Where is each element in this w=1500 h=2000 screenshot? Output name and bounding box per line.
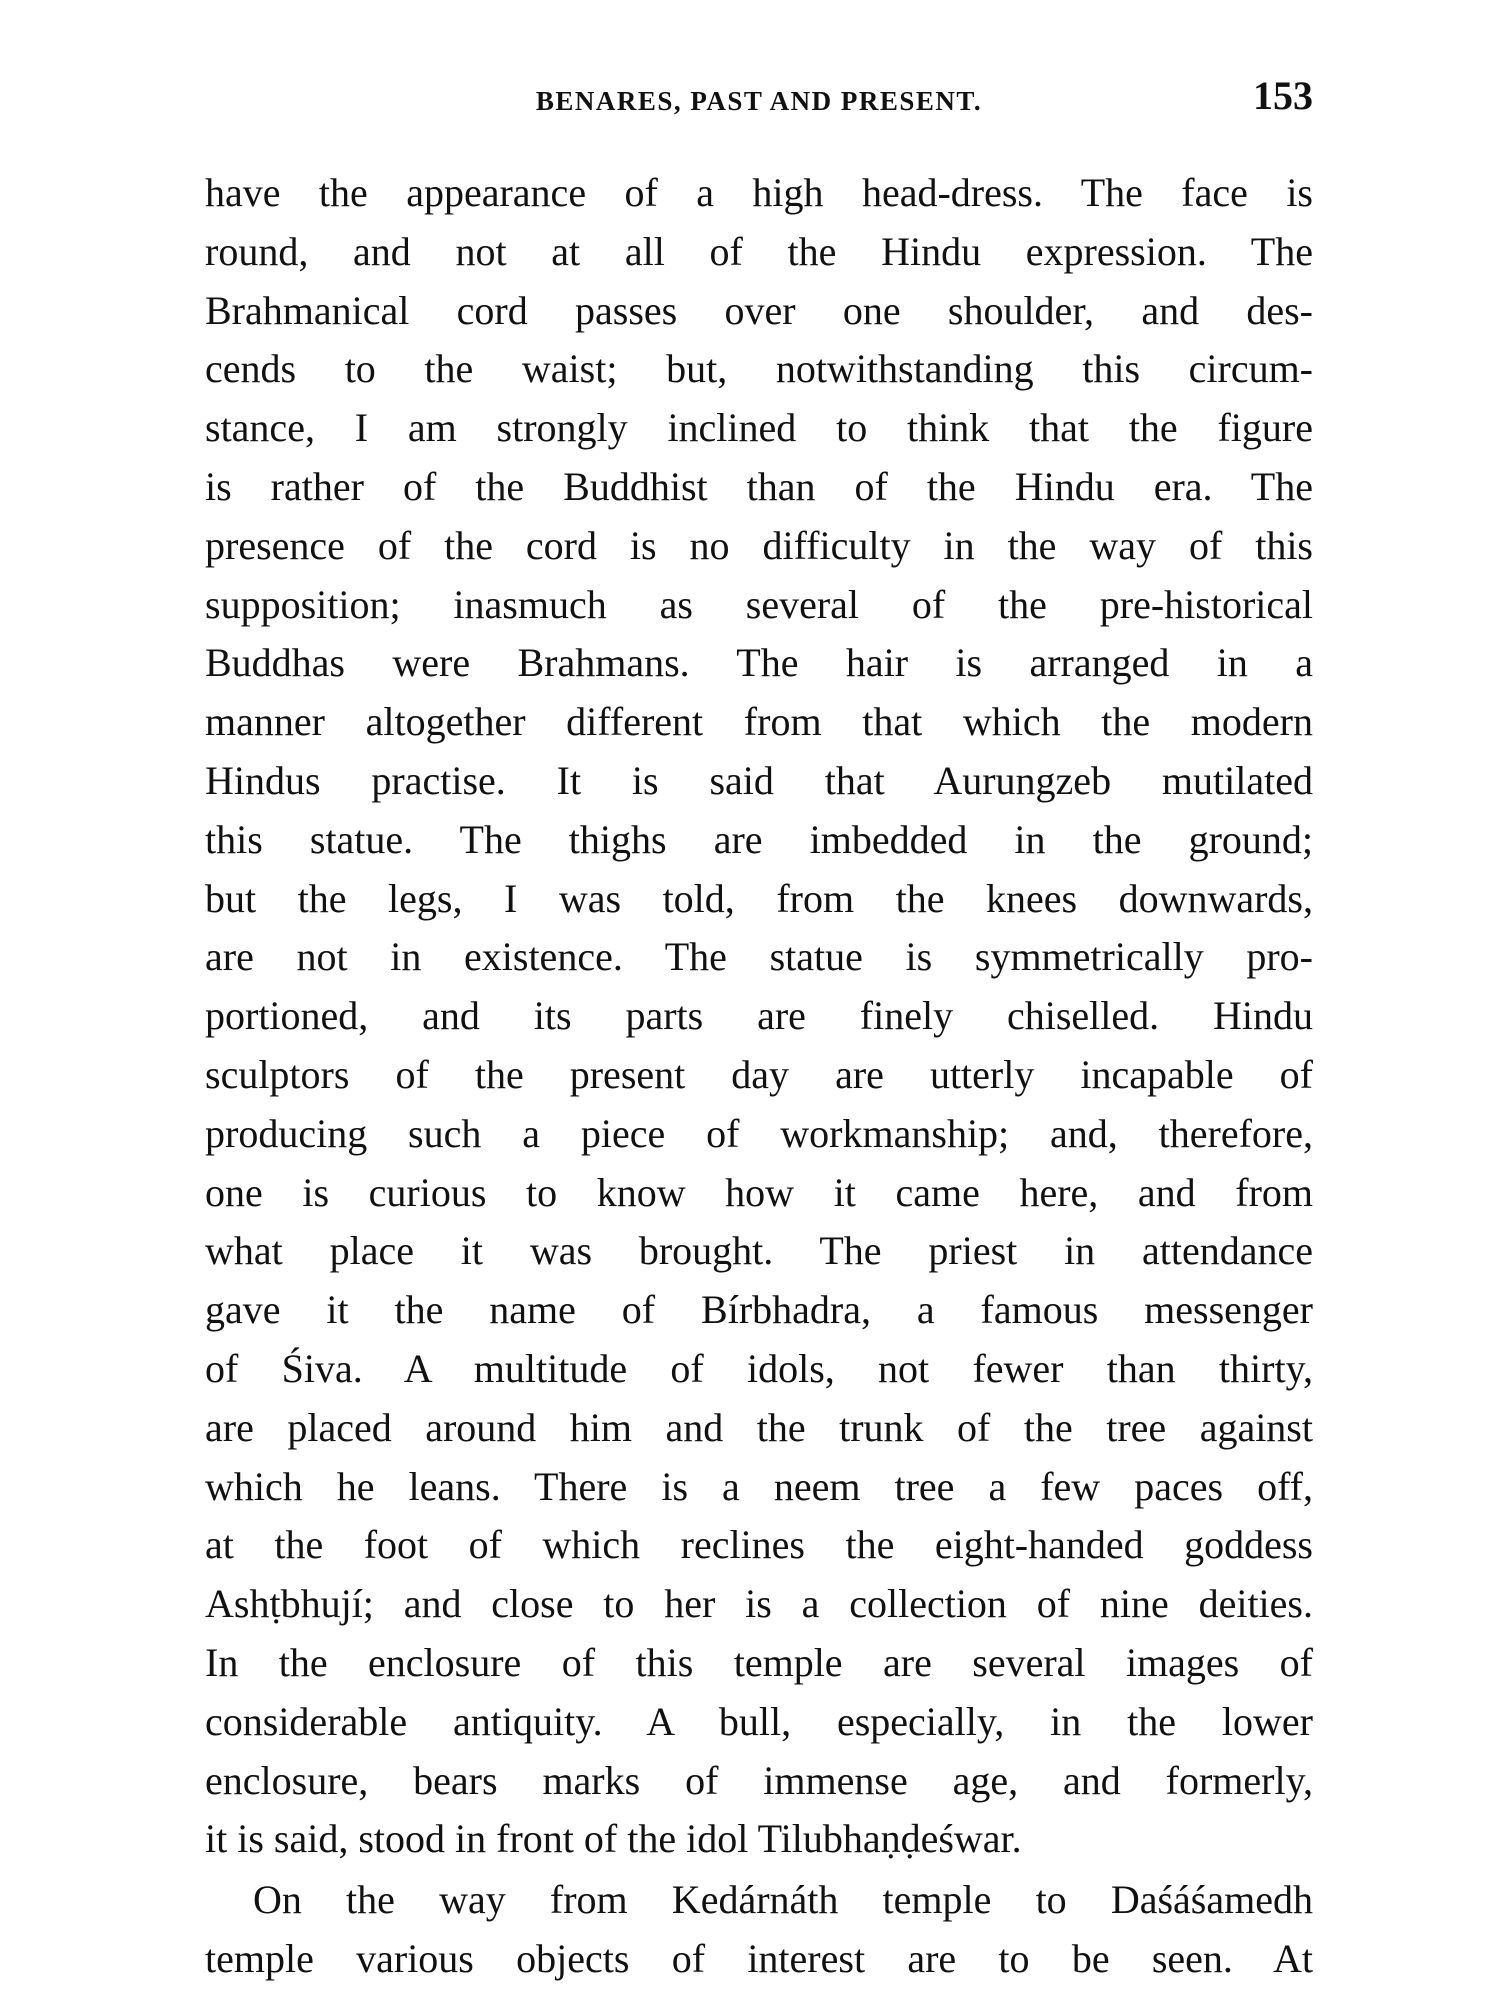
text-line: have the appearance of a high head-dress. The face is	[205, 170, 1313, 215]
text-line: are placed around him and the trunk of the tree against	[205, 1404, 1313, 1450]
text-line: producing such a piece of workmanship; and, therefore,	[205, 1110, 1313, 1156]
text-line: are not in existence. The statue is symmetrically pro-	[205, 934, 1313, 980]
text-line: presence of the cord is no difficulty in the way of this	[205, 522, 1313, 568]
text-line: Ashṭbhují; and close to her is a collection of nine deities.	[205, 1581, 1313, 1627]
text-line: it is said, stood in front of the idol Tilubhaṇḍeśwar.	[205, 1816, 1022, 1862]
text-line: gave it the name of Bírbhadra, a famous messenger	[205, 1287, 1313, 1333]
text-line: this statue. The thighs are imbedded in the ground;	[205, 816, 1313, 862]
page-number: 153	[1253, 73, 1313, 118]
text-line: In the enclosure of this temple are several images of	[205, 1639, 1313, 1685]
text-line: Hindus practise. It is said that Aurungzeb mutilated	[205, 757, 1313, 803]
text-line: manner altogether different from that which the modern	[205, 699, 1313, 745]
text-line: but the legs, I was told, from the knees downwards,	[205, 875, 1313, 921]
paragraph	[205, 1869, 1313, 1989]
running-head	[205, 72, 1313, 132]
text-line: which he leans. There is a neem tree a few paces off,	[205, 1463, 1313, 1509]
text-line: is rather of the Buddhist than of the Hindu era. The	[205, 463, 1313, 509]
paragraph	[205, 164, 1313, 1869]
text-line: Buddhas were Brahmans. The hair is arranged in a	[205, 640, 1313, 686]
text-line: On the way from Kedárnáth temple to Daśáśamedh	[253, 1877, 1313, 1923]
text-line: supposition; inasmuch as several of the pre-historical	[205, 581, 1313, 627]
text-line: of Śiva. A multitude of idols, not fewer than thirty,	[205, 1345, 1313, 1391]
body-text	[205, 164, 1313, 1989]
running-title: BENARES, PAST AND PRESENT.	[535, 86, 983, 116]
text-line: cends to the waist; but, notwithstanding this circum-	[205, 346, 1313, 392]
text-line: what place it was brought. The priest in attendance	[205, 1228, 1313, 1274]
text-line: portioned, and its parts are finely chiselled. Hindu	[205, 993, 1313, 1039]
text-line: round, and not at all of the Hindu expression. The	[205, 228, 1313, 274]
text-line: at the foot of which reclines the eight-handed goddess	[205, 1522, 1313, 1568]
text-line: one is curious to know how it came here, and from	[205, 1169, 1313, 1215]
text-line: temple various objects of interest are to be seen. At	[205, 1935, 1313, 1981]
text-line: considerable antiquity. A bull, especially, in the lower	[205, 1698, 1313, 1744]
text-line: Brahmanical cord passes over one shoulder, and des-	[205, 287, 1313, 333]
text-line: stance, I am strongly inclined to think that the figure	[205, 405, 1313, 451]
text-line: enclosure, bears marks of immense age, and formerly,	[205, 1757, 1313, 1803]
text-line: sculptors of the present day are utterly incapable of	[205, 1051, 1313, 1097]
